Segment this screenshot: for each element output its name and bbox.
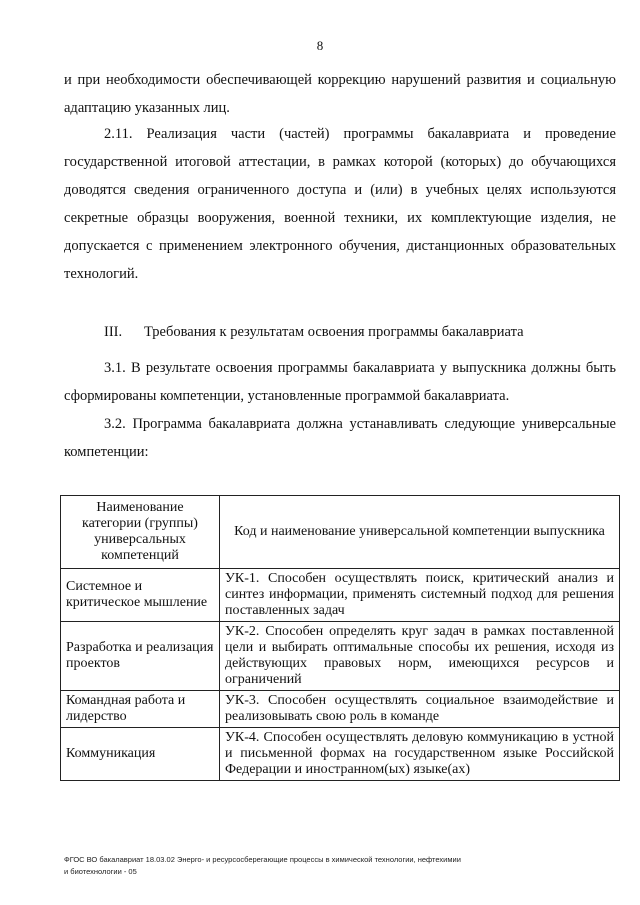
paragraph-3-1: 3.1. В результате освоения программы бакалавриата у выпускника должны быть сформированы компетенции, установленные программой бакалавриата. [64, 360, 616, 404]
paragraph-3-2: 3.2. Программа бакалавриата должна устанавливать следующие универсальные компетенции: [64, 416, 616, 460]
row-competence: УК-1. Способен осуществлять поиск, критический анализ и синтез информации, применять системный подход для решения поставленных задач [220, 569, 620, 622]
table-row [61, 691, 620, 728]
header-category: Наименование категории (группы) универсальных компетенций [61, 496, 220, 569]
footer-line-2: и биотехнологии - 05 [64, 867, 137, 876]
table-row [61, 622, 620, 691]
row-category: Коммуникация [61, 728, 220, 781]
row-category: Разработка и реализация проектов [61, 622, 220, 691]
section-heading [64, 318, 616, 346]
table-header-row [61, 496, 620, 569]
header-competence: Код и наименование универсальной компетенции выпускника [220, 496, 620, 569]
section-number: III. [104, 324, 123, 340]
page-number: 8 [316, 38, 324, 53]
table-row [61, 569, 620, 622]
table-row [61, 728, 620, 781]
row-category: Системное и критическое мышление [61, 569, 220, 622]
row-competence: УК-4. Способен осуществлять деловую коммуникацию в устной и письменной формах на государственном языке Российской Федерации и иностранном(ых) языке(ах) [220, 728, 620, 781]
footer-line-1: ФГОС ВО бакалавриат 18.03.02 Энерго- и ресурсосберегающие процессы в химической технологии, нефтехимии [64, 855, 461, 864]
paragraph-continuation: и при необходимости обеспечивающей коррекцию нарушений развития и социальную адаптацию указанных лиц. [64, 72, 616, 116]
row-competence: УК-3. Способен осуществлять социальное взаимодействие и реализовывать свою роль в команде [220, 691, 620, 728]
document-footer [64, 854, 584, 878]
row-competence: УК-2. Способен определять круг задач в рамках поставленной цели и выбирать оптимальные способы их решения, исходя из действующих правовых норм, имеющихся ресурсов и ограничений [220, 622, 620, 691]
section-title: Требования к результатам освоения программы бакалавриата [144, 324, 524, 340]
row-category: Командная работа и лидерство [61, 691, 220, 728]
competence-table [60, 495, 620, 781]
paragraph-2-11: 2.11. Реализация части (частей) программы бакалавриата и проведение государственной итоговой аттестации, в рамках которой (которых) до обучающихся доводятся сведения ограниченного доступа и (или) в учебных целях используются секретные образцы вооружения, военной техники, их комплектующие изделия, не допускается с применением электронного обучения, дистанционных образовательных технологий. [64, 126, 616, 282]
